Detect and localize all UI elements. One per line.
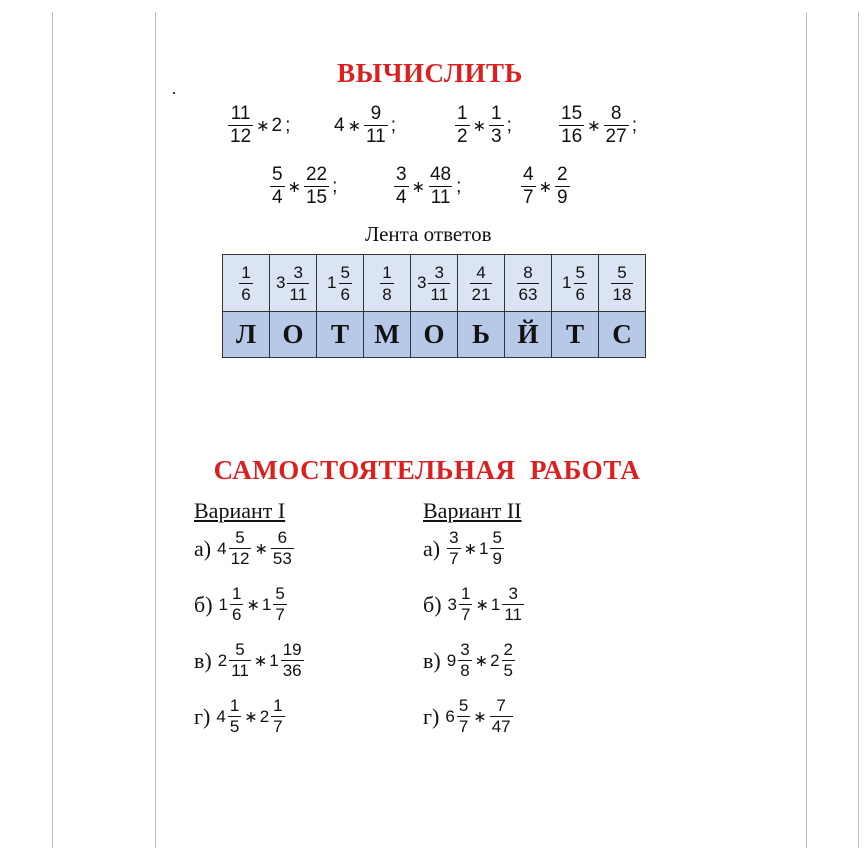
- variant-2-task: [423, 528, 505, 569]
- whole-part: 3: [275, 273, 286, 292]
- task-expression: [447, 640, 516, 681]
- numerator: 3: [434, 262, 444, 282]
- fraction: [458, 640, 471, 681]
- multiply-sign: ∗: [474, 652, 489, 670]
- task-label: в): [194, 647, 212, 673]
- variant-1-task: [194, 696, 286, 737]
- answer-value: [379, 262, 394, 305]
- semicolon: ;: [506, 114, 512, 136]
- multiply-sign: ∗: [254, 540, 268, 558]
- exercise-6: [393, 164, 461, 209]
- fraction: [502, 640, 515, 681]
- fraction: [239, 262, 252, 305]
- exercise-2: [334, 103, 396, 148]
- multiply-sign: ∗: [463, 540, 477, 558]
- task-label: б): [423, 591, 442, 617]
- multiply-sign: ∗: [287, 178, 301, 196]
- denominator: 7: [273, 717, 283, 736]
- multiply-sign: ∗: [472, 117, 486, 135]
- fraction: [447, 528, 460, 569]
- denominator: 8: [382, 284, 392, 304]
- fraction: [489, 103, 504, 148]
- variant-2-task: [423, 584, 525, 625]
- numerator: 1: [490, 103, 502, 124]
- numerator: 48: [429, 164, 452, 185]
- task-label: в): [423, 647, 441, 673]
- numerator: 3: [508, 584, 518, 603]
- numerator: 5: [458, 696, 469, 715]
- denominator: 12: [230, 126, 252, 147]
- whole-part: 4: [216, 706, 226, 726]
- numerator: 11: [230, 103, 251, 124]
- whole-part: 9: [446, 650, 457, 670]
- semicolon: ;: [390, 114, 396, 136]
- denominator: 63: [518, 284, 538, 304]
- denominator: 6: [575, 284, 585, 304]
- numerator: 3: [460, 640, 470, 659]
- fraction: [304, 164, 329, 209]
- letter-cell: С: [599, 312, 646, 358]
- numerator: 5: [235, 640, 245, 659]
- page-border-left-inner: [155, 12, 156, 848]
- numerator: 9: [370, 103, 382, 124]
- multiply-sign: ∗: [244, 708, 258, 726]
- answer-value: [469, 262, 494, 305]
- denominator: 11: [504, 605, 522, 624]
- numerator: 3: [449, 528, 459, 547]
- fraction: [455, 103, 470, 148]
- fraction: [428, 262, 450, 305]
- numerator: 5: [492, 528, 502, 547]
- semicolon: ;: [285, 114, 291, 136]
- answer-value: [238, 262, 253, 305]
- variant-1-task: [194, 640, 305, 681]
- numerator: 1: [461, 584, 471, 603]
- numerator: 5: [340, 262, 350, 282]
- multiply-sign: ∗: [411, 178, 425, 196]
- task-expression: [219, 584, 288, 625]
- letter-cell: Т: [552, 312, 599, 358]
- whole-part: 2: [259, 706, 270, 726]
- denominator: 11: [430, 187, 451, 208]
- denominator: 5: [503, 661, 513, 680]
- fraction: [521, 164, 536, 209]
- denominator: 6: [340, 284, 350, 304]
- answer-cell: [411, 255, 458, 312]
- multiply-sign: ∗: [587, 117, 601, 135]
- fraction: [574, 262, 587, 305]
- letter-cell: М: [364, 312, 411, 358]
- whole-part: 1: [490, 594, 501, 614]
- fraction: [229, 640, 251, 681]
- denominator: 47: [491, 717, 511, 736]
- stray-dot: [173, 92, 175, 94]
- fraction: [228, 696, 241, 737]
- denominator: 16: [561, 126, 583, 147]
- denominator: 4: [396, 187, 407, 208]
- exercise-7: [520, 164, 571, 209]
- task-label: б): [194, 591, 213, 617]
- whole-part: 1: [269, 650, 279, 670]
- letter-cell: Т: [317, 312, 364, 358]
- exercise-4: [558, 103, 637, 148]
- variant-2-task: [423, 640, 516, 681]
- numerator: 22: [305, 164, 328, 185]
- fraction: [611, 262, 634, 305]
- denominator: 7: [523, 187, 534, 208]
- whole-part: 1: [478, 538, 489, 558]
- numerator: 19: [282, 640, 302, 659]
- variant-1-title: Вариант I: [194, 498, 286, 523]
- whole-part: 6: [445, 706, 455, 726]
- fraction: [517, 262, 540, 305]
- variant-2-task: [423, 696, 514, 737]
- fraction: [228, 103, 253, 148]
- whole-part: 4: [334, 114, 345, 136]
- numerator: 3: [396, 164, 407, 185]
- multiply-sign: ∗: [253, 652, 268, 670]
- whole-part: 3: [416, 273, 427, 292]
- denominator: 9: [556, 187, 568, 208]
- whole-part: 1: [218, 594, 228, 614]
- answer-tape-caption: Лента ответов: [365, 222, 492, 246]
- multiply-sign: ∗: [246, 596, 260, 614]
- denominator: 11: [365, 126, 386, 147]
- fraction: [364, 103, 388, 148]
- numerator: 1: [241, 262, 251, 282]
- answer-value: [417, 262, 451, 305]
- denominator: 4: [272, 187, 283, 208]
- denominator: 6: [232, 605, 242, 624]
- answer-cell: [552, 255, 599, 312]
- letter-cell: Й: [505, 312, 552, 358]
- fraction: [339, 262, 352, 305]
- independent-work-title: САМОСТОЯТЕЛЬНАЯ РАБОТА: [213, 455, 641, 485]
- numerator: 5: [275, 584, 285, 603]
- whole-part: 1: [562, 273, 572, 292]
- denominator: 11: [231, 661, 249, 680]
- multiply-sign: ∗: [473, 708, 487, 726]
- numerator: 3: [293, 262, 303, 282]
- fraction: [490, 696, 513, 737]
- variant-2-title: Вариант II: [423, 498, 522, 523]
- answer-cell: [599, 255, 646, 312]
- denominator: 11: [289, 284, 308, 304]
- exercise-5: [269, 164, 337, 209]
- fraction: [502, 584, 524, 625]
- numerator: 15: [561, 103, 583, 124]
- multiply-sign: ∗: [538, 178, 552, 196]
- task-expression: [448, 584, 525, 625]
- answer-cell: [270, 255, 317, 312]
- numerator: 6: [277, 528, 288, 547]
- letter-cell: Л: [223, 312, 270, 358]
- exercise-1: [227, 103, 290, 148]
- numerator: 5: [272, 164, 283, 185]
- whole-part: 2: [217, 650, 228, 670]
- task-label: г): [194, 703, 211, 729]
- denominator: 6: [241, 284, 251, 304]
- page-border-right-outer: [858, 12, 859, 848]
- page-border-left-outer: [52, 12, 53, 848]
- answer-cell: [505, 255, 552, 312]
- multiply-sign: ∗: [475, 596, 489, 614]
- answer-tape-values-row: [223, 255, 646, 312]
- numerator: 8: [523, 262, 533, 282]
- whole-part: 1: [327, 273, 337, 292]
- denominator: 9: [492, 549, 502, 568]
- denominator: 36: [282, 661, 302, 680]
- denominator: 11: [430, 284, 449, 304]
- fraction: [459, 584, 472, 625]
- task-label: г): [423, 703, 440, 729]
- denominator: 53: [272, 549, 292, 568]
- fraction: [394, 164, 409, 209]
- answer-cell: [458, 255, 505, 312]
- task-expression: [218, 640, 305, 681]
- answer-cell: [317, 255, 364, 312]
- fraction: [287, 262, 309, 305]
- semicolon: ;: [332, 175, 338, 197]
- task-expression: [446, 528, 505, 569]
- whole-part: 2: [271, 114, 283, 136]
- fraction: [380, 262, 393, 305]
- denominator: 8: [460, 661, 470, 680]
- numerator: 7: [496, 696, 506, 715]
- exercise-3: [454, 103, 512, 148]
- denominator: 7: [458, 717, 469, 736]
- page-title: ВЫЧИСЛИТЬ: [337, 58, 523, 88]
- denominator: 27: [605, 126, 627, 147]
- answer-value: [327, 262, 353, 305]
- answer-cell: [223, 255, 270, 312]
- fraction: [229, 528, 252, 569]
- letter-cell: Ь: [458, 312, 505, 358]
- fraction: [457, 696, 470, 737]
- numerator: 5: [617, 262, 627, 282]
- fraction: [271, 528, 294, 569]
- task-expression: [445, 696, 513, 737]
- answer-value: [516, 262, 541, 305]
- fraction: [555, 164, 570, 209]
- numerator: 1: [232, 584, 242, 603]
- denominator: 15: [305, 187, 328, 208]
- answer-value: [562, 262, 588, 305]
- whole-part: 1: [261, 594, 272, 614]
- numerator: 2: [503, 640, 513, 659]
- letter-cell: О: [270, 312, 317, 358]
- denominator: 7: [275, 605, 285, 624]
- numerator: 1: [229, 696, 240, 715]
- fraction: [230, 584, 243, 625]
- answer-cell: [364, 255, 411, 312]
- fraction: [490, 528, 503, 569]
- fraction: [271, 696, 284, 737]
- variant-1-task: [194, 584, 288, 625]
- numerator: 2: [556, 164, 568, 185]
- denominator: 5: [229, 717, 240, 736]
- denominator: 7: [449, 549, 459, 568]
- fraction: [470, 262, 493, 305]
- whole-part: 2: [490, 650, 500, 670]
- letter-cell: О: [411, 312, 458, 358]
- multiply-sign: ∗: [256, 117, 270, 135]
- numerator: 5: [235, 528, 245, 547]
- answer-value: [610, 262, 635, 305]
- numerator: 4: [523, 164, 534, 185]
- denominator: 12: [230, 549, 250, 568]
- task-expression: [216, 696, 285, 737]
- numerator: 1: [273, 696, 283, 715]
- whole-part: 3: [447, 594, 457, 614]
- fraction: [270, 164, 285, 209]
- fraction: [559, 103, 584, 148]
- answer-tape: [222, 254, 646, 358]
- task-label: а): [194, 535, 212, 561]
- denominator: 21: [471, 284, 491, 304]
- answer-tape-letters-row: [223, 312, 646, 358]
- numerator: 1: [382, 262, 392, 282]
- denominator: 3: [490, 126, 502, 147]
- numerator: 4: [476, 262, 486, 282]
- denominator: 2: [457, 126, 468, 147]
- fraction: [428, 164, 453, 209]
- numerator: 5: [575, 262, 585, 282]
- whole-part: 4: [217, 538, 227, 558]
- multiply-sign: ∗: [347, 117, 361, 135]
- fraction: [281, 640, 304, 681]
- fraction: [273, 584, 286, 625]
- numerator: 1: [457, 103, 468, 124]
- task-expression: [217, 528, 295, 569]
- task-label: а): [423, 535, 441, 561]
- denominator: 7: [461, 605, 471, 624]
- page-border-right-inner: [806, 12, 807, 848]
- denominator: 18: [612, 284, 632, 304]
- variant-1-task: [194, 528, 295, 569]
- fraction: [604, 103, 629, 148]
- numerator: 8: [610, 103, 622, 124]
- answer-value: [276, 262, 310, 305]
- semicolon: ;: [456, 175, 462, 197]
- semicolon: ;: [631, 114, 637, 136]
